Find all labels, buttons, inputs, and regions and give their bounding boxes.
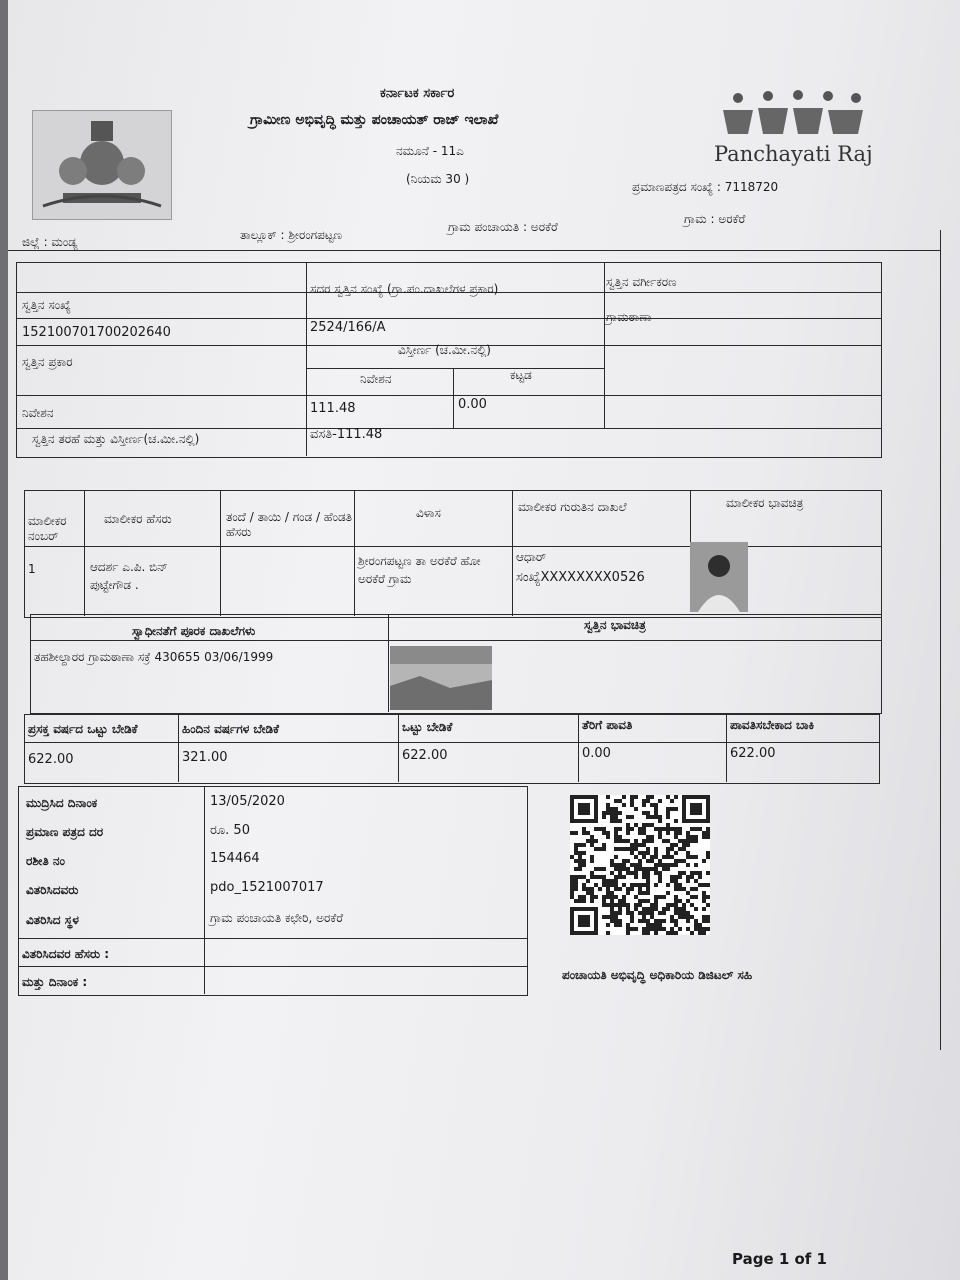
building-label: ಕಟ್ಟಡ <box>510 368 532 382</box>
owner-name: ಆದರ್ಶ ಎ.ಪಿ. ಬಿನ್ ಪುಟ್ಟೇಗೌಡ . <box>90 560 168 592</box>
district: ಜಿಲ್ಲೆ : ಮಂಡ್ಯ <box>22 235 78 249</box>
rule-number: (ನಿಯಮ 30 ) <box>406 172 470 186</box>
tax-total-value: 622.00 <box>402 748 448 763</box>
property-photo-label: ಸ್ವತ್ತಿನ ಭಾವಚಿತ್ರ <box>584 618 646 632</box>
classification-label: ಸ್ವತ್ತಿನ ವರ್ಗೀಕರಣ <box>606 275 677 289</box>
sarada-label: ಸದರ ಸ್ವತ್ತಿನ ಸಂಖ್ಯೆ (ಗ್ರಾ.ಪಂ.ದಾಖಲೆಗಳ ಪ್ರಕಾರ) <box>310 282 499 296</box>
fee-label: ಪ್ರಮಾಣ ಪತ್ರದ ದರ <box>26 825 104 839</box>
receiver-name-label: ವಿತರಿಸಿದವರ ಹೆಸರು : <box>22 947 110 961</box>
owner-photo-header: ಮಾಲೀಕರ ಭಾವಚಿತ್ರ <box>726 496 804 510</box>
owner-name-header: ಮಾಲೀಕರ ಹೆಸರು <box>104 512 172 526</box>
owner-address: ಶ್ರೀರಂಗಪಟ್ಟಣ ತಾ ಅರಕೆರೆ ಹೋ ಅರಕೆರೆ ಗ್ರಾಮ <box>358 554 481 586</box>
issue-place-label: ವಿತರಿಸಿದ ಸ್ಥಳ <box>26 913 79 927</box>
gram-panchayat: ಗ್ರಾಮ ಪಂಚಾಯತಿ : ಅರಕೆರೆ <box>448 220 558 234</box>
owner-id-line2: ಸಂಖ್ಯೆXXXXXXXX0526 <box>516 570 645 585</box>
property-photo <box>390 646 492 710</box>
property-type-value: ನಿವೇಶನ <box>22 406 54 420</box>
supporting-docs-label: ಸ್ವಾಧೀನತೆಗೆ ಪೂರಕ ದಾಖಲೆಗಳು <box>132 624 256 638</box>
owner-father-header: ತಂದೆ / ತಾಯಿ / ಗಂಡ / ಹೆಂಡತಿ ಹೆಸರು <box>226 510 352 539</box>
owner-address-header: ವಿಳಾಸ <box>416 506 441 520</box>
receipt-value: 154464 <box>210 851 260 866</box>
issued-by-label: ವಿತರಿಸಿದವರು <box>26 883 79 897</box>
supporting-docs-value: ತಹಶೀಲ್ದಾರರ ಗ್ರಾಮಠಾಣಾ ಸಕ್ರೆ 430655 03/06/1999 <box>34 650 274 664</box>
tax-header-previous: ಹಿಂದಿನ ವರ್ಷಗಳ ಬೇಡಿಕೆ <box>182 722 280 736</box>
qr-code-icon <box>570 795 710 935</box>
kind-value: ವಸತಿ-111.48 <box>310 427 383 442</box>
digital-signature-label: ಪಂಚಾಯತಿ ಅಭಿವೃದ್ಧಿ ಅಧಿಕಾರಿಯ ಡಿಜಿಟಲ್ ಸಹಿ <box>562 968 753 982</box>
kind-label: ಸ್ವತ್ತಿನ ತರಹೆ ಮತ್ತು ವಿಸ್ತೀರ್ಣ(ಚ.ಮೀ.ನಲ್ಲಿ) <box>32 432 200 446</box>
sarada-value: 2524/166/A <box>310 320 386 335</box>
print-date-label: ಮುದ್ರಿಸಿದ ದಿನಾಂಕ <box>26 796 98 810</box>
tax-balance-value: 622.00 <box>730 746 776 761</box>
karnataka-emblem-icon <box>32 110 172 220</box>
receipt-label: ರಶೀತಿ ನಂ <box>26 854 65 868</box>
owner-photo <box>690 542 748 612</box>
site-area-value: 111.48 <box>310 401 356 416</box>
village: ಗ್ರಾಮ : ಅರಕೆರೆ <box>684 212 746 226</box>
taluk: ತಾಲ್ಲೂಕ್ : ಶ್ರೀರಂಗಪಟ್ಟಣ <box>240 228 343 242</box>
property-id-label: ಸ್ವತ್ತಿನ ಸಂಖ್ಯೆ <box>22 298 71 312</box>
tax-previous-value: 321.00 <box>182 750 228 765</box>
tax-header-current: ಪ್ರಸಕ್ತ ವರ್ಷದ ಒಟ್ಟು ಬೇಡಿಕೆ <box>28 722 138 736</box>
tax-header-paid: ತೆರಿಗೆ ಪಾವತಿ <box>582 718 633 732</box>
page-number: Page 1 of 1 <box>732 1250 827 1268</box>
issue-place-value: ಗ್ರಾಮ ಪಂಚಾಯತಿ ಕಛೇರಿ, ಅರಕೆರೆ <box>210 911 344 925</box>
area-label: ವಿಸ್ತೀರ್ಣ (ಚ.ಮೀ.ನಲ್ಲಿ) <box>398 343 491 357</box>
receiver-date-label: ಮತ್ತು ದಿನಾಂಕ : <box>22 975 88 989</box>
issued-by-value: pdo_1521007017 <box>210 880 324 895</box>
building-area-value: 0.00 <box>458 397 487 412</box>
property-id-value: 152100701700202640 <box>22 325 171 340</box>
fee-value: ರೂ. 50 <box>210 823 250 838</box>
site-label: ನಿವೇಶನ <box>360 372 392 386</box>
tax-current-value: 622.00 <box>28 752 74 767</box>
property-type-label: ಸ್ವತ್ತಿನ ಪ್ರಕಾರ <box>22 355 73 369</box>
govt-title: ಕರ್ನಾಟಕ ಸರ್ಕಾರ <box>380 86 455 101</box>
dept-title: ಗ್ರಾಮೀಣ ಅಭಿವೃದ್ಧಿ ಮತ್ತು ಪಂಚಾಯತ್ ರಾಜ್ ಇಲಾಖೆ <box>250 112 499 128</box>
classification-value: ಗ್ರಾಮಠಾಣಾ <box>606 310 652 324</box>
tax-header-balance: ಪಾವತಿಸಬೇಕಾದ ಬಾಕಿ <box>730 718 815 732</box>
owner-no: 1 <box>28 562 36 576</box>
form-number: ನಮೂನೆ - 11ಎ <box>396 144 464 158</box>
tax-paid-value: 0.00 <box>582 746 611 761</box>
logo-text: Panchayati Raj <box>714 142 873 166</box>
print-date-value: 13/05/2020 <box>210 794 285 809</box>
panchayati-raj-logo-icon <box>718 90 873 140</box>
owner-id-line1: ಆಧಾರ್ <box>516 550 547 564</box>
owner-no-header: ಮಾಲೀಕರ ನಂಬರ್ <box>28 514 67 543</box>
certificate-page <box>8 0 960 1280</box>
tax-header-total: ಒಟ್ಟು ಬೇಡಿಕೆ <box>402 720 453 734</box>
certificate-number: ಪ್ರಮಾಣಪತ್ರದ ಸಂಖ್ಯೆ : 7118720 <box>632 180 779 194</box>
owner-id-header: ಮಾಲೀಕರ ಗುರುತಿನ ದಾಖಲೆ <box>518 500 627 514</box>
